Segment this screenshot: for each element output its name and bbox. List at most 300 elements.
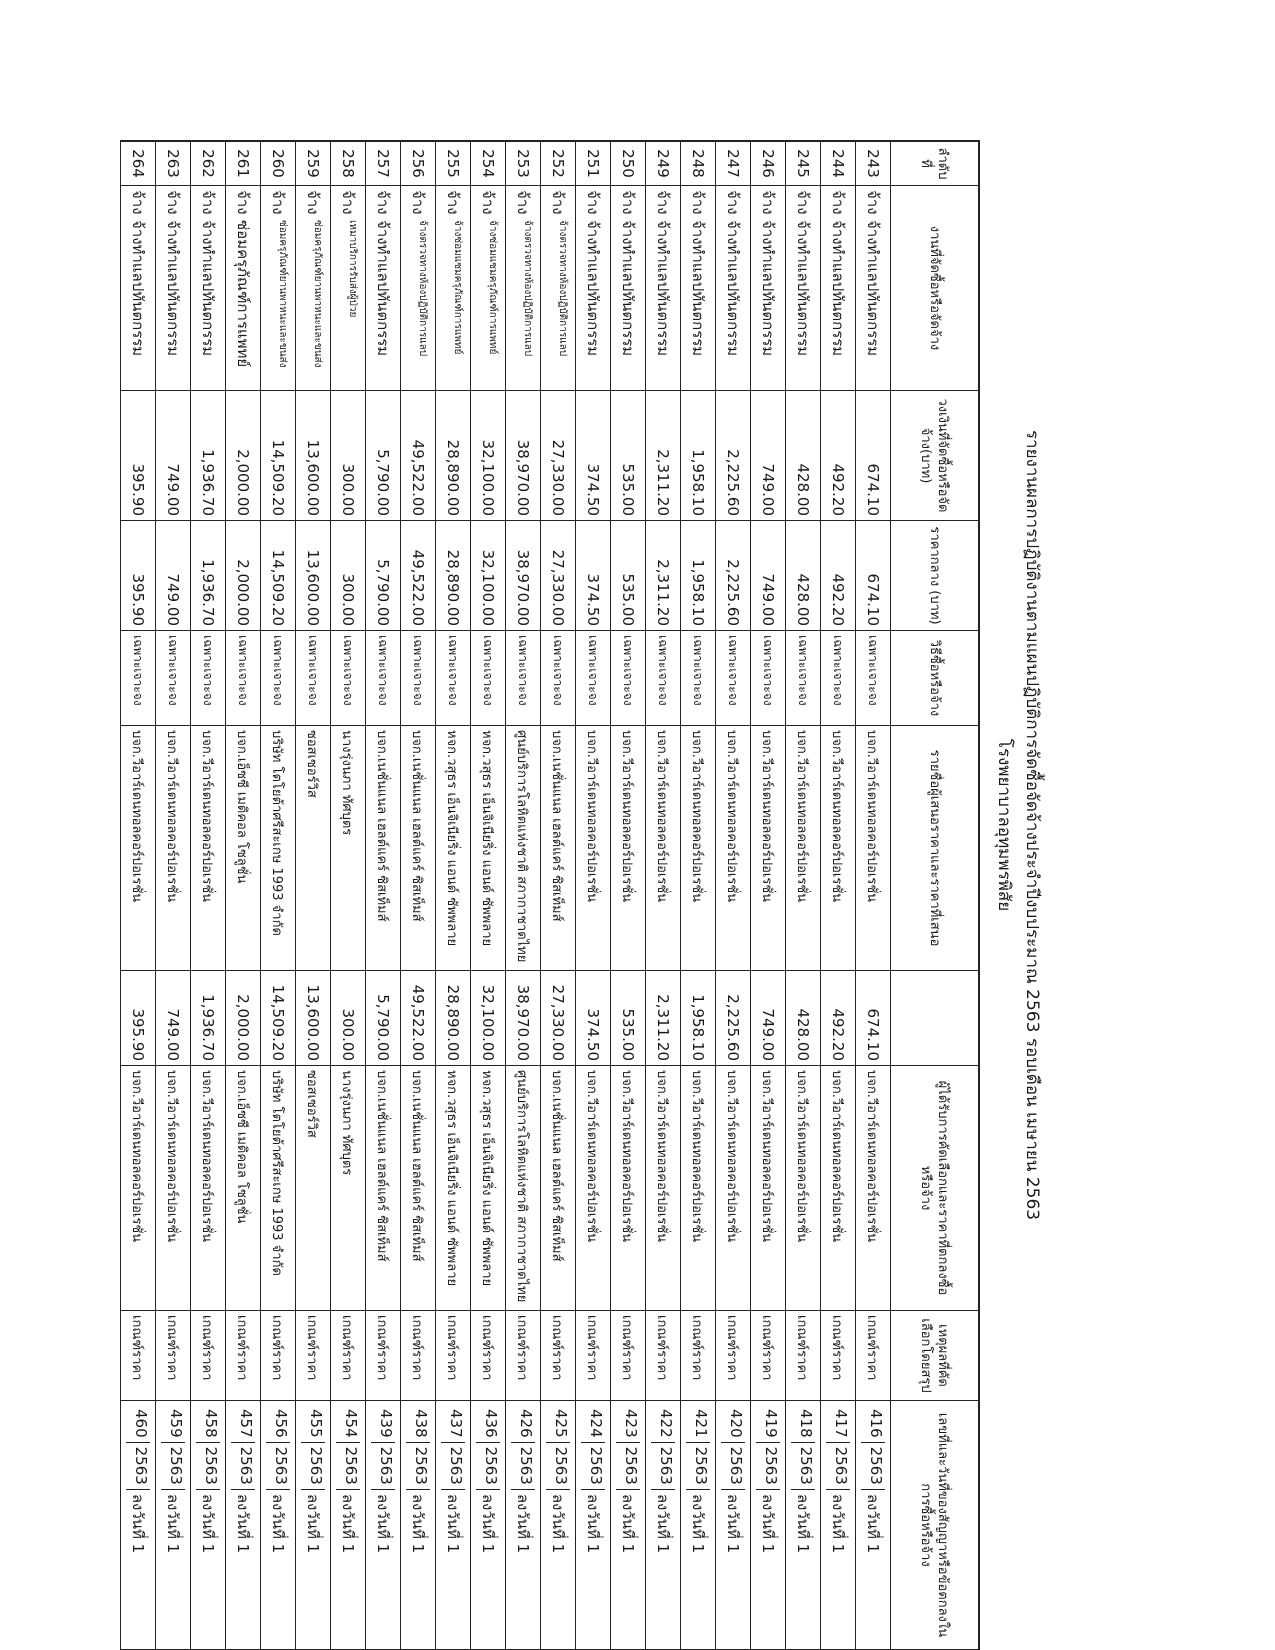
contract-date: ลงวันที่ 1: [164, 1493, 182, 1554]
table-header: [890, 140, 980, 1650]
cell-budget: 13,600.00: [296, 391, 330, 521]
cell-job-type: จ้าง: [864, 190, 882, 215]
cell-job-type: จ้าง: [549, 190, 567, 215]
cell-job-desc: จ้างทำแลปทันตกรรม: [759, 220, 777, 357]
cell-job-type: จ้าง: [514, 190, 532, 215]
cell-job-desc: จ้างซ่อมแซมครุภัณฑ์การแพทย์: [487, 220, 498, 355]
table-row: [330, 140, 365, 1650]
cell-winner: หจก.วสุธร เอ็นจิเนียริ่ง แอนด์ ซัพพลาย: [436, 1066, 470, 1311]
contract-date: ลงวันที่ 1: [584, 1493, 602, 1554]
cell-job: [366, 186, 400, 391]
cell-contract: [471, 1401, 505, 1650]
cell-median: 27,330.00: [541, 521, 575, 631]
cell-no: 247: [716, 140, 750, 186]
cell-job: [786, 186, 820, 391]
cell-job: [226, 186, 260, 391]
table-row: [540, 140, 575, 1650]
cell-bidder: บจก.เนชั่นแนล เฮลต์แคร์ ซิสเท็มส์: [366, 726, 400, 971]
cell-winner: บจก.วีอาร์เดนทอลคอร์ปอเรชั่น: [576, 1066, 610, 1311]
cell-no: 253: [506, 140, 540, 186]
cell-budget: 535.00: [611, 391, 645, 521]
cell-contract: [646, 1401, 680, 1650]
cell-winner: บริษัท โตโยต้าศรีสะเกษ 1993 จำกัด: [261, 1066, 295, 1311]
cell-median: 374.50: [576, 521, 610, 631]
cell-reason: เกณฑ์ราคา: [191, 1311, 225, 1401]
cell-bid-price: 428.00: [786, 971, 820, 1066]
cell-contract: [681, 1401, 715, 1650]
cell-reason: เกณฑ์ราคา: [576, 1311, 610, 1401]
contract-year: 2563: [441, 1443, 465, 1490]
cell-bidder: บจก.วีอาร์เดนทอลคอร์ปอเรชั่น: [751, 726, 785, 971]
cell-bidder: นางรุ่งนภา ทัศบุตร: [331, 726, 365, 971]
cell-bid-price: 14,509.20: [261, 971, 295, 1066]
cell-contract: [261, 1401, 295, 1650]
contract-number: 460: [126, 1405, 150, 1443]
table-row: [505, 140, 540, 1650]
cell-job: [331, 186, 365, 391]
cell-job-type: จ้าง: [689, 190, 707, 215]
contract-number: 459: [161, 1405, 185, 1443]
cell-winner: บจก.เนชั่นแนล เฮลต์แคร์ ซิสเท็มส์: [541, 1066, 575, 1311]
cell-job: [646, 186, 680, 391]
cell-job: [751, 186, 785, 391]
cell-bidder: หจก.วสุธร เอ็นจิเนียริ่ง แอนด์ ซัพพลาย: [436, 726, 470, 971]
cell-job: [821, 186, 855, 391]
table-row: [645, 140, 680, 1650]
contract-number: 438: [406, 1405, 430, 1443]
cell-bidder: บจก.วีอาร์เดนทอลคอร์ปอเรชั่น: [681, 726, 715, 971]
cell-reason: เกณฑ์ราคา: [821, 1311, 855, 1401]
contract-year: 2563: [686, 1443, 710, 1490]
contract-number: 418: [791, 1405, 815, 1443]
header-method: วิธีซื้อหรือจ้าง: [891, 631, 978, 726]
cell-bidder: หจก.วสุธร เอ็นจิเนียริ่ง แอนด์ ซัพพลาย: [471, 726, 505, 971]
contract-date: ลงวันที่ 1: [689, 1493, 707, 1554]
cell-bid-price: 492.20: [821, 971, 855, 1066]
cell-budget: 749.00: [156, 391, 190, 521]
cell-bidder: ศูนย์บริการโลหิตแห่งชาติ สภากาชาดไทย: [506, 726, 540, 971]
cell-job-type: จ้าง: [444, 190, 462, 215]
header-no: ลำดับที่: [891, 140, 978, 186]
cell-bidder: บจก.วีอาร์เดนทอลคอร์ปอเรชั่น: [121, 726, 155, 971]
table-row: [750, 140, 785, 1650]
cell-job-desc: จ้างทำแลปทันตกรรม: [584, 220, 602, 357]
cell-bidder: บจก.วีอาร์เดนทอลคอร์ปอเรชั่น: [786, 726, 820, 971]
cell-job-type: จ้าง: [269, 190, 287, 215]
contract-number: 421: [686, 1405, 710, 1443]
cell-median: 395.90: [121, 521, 155, 631]
cell-bidder: บจก.เนชั่นแนล เฮลต์แคร์ ซิสเท็มส์: [541, 726, 575, 971]
contract-date: ลงวันที่ 1: [199, 1493, 217, 1554]
cell-no: 255: [436, 140, 470, 186]
cell-winner: บจก.วีอาร์เดนทอลคอร์ปอเรชั่น: [716, 1066, 750, 1311]
cell-median: 749.00: [156, 521, 190, 631]
contract-number: 419: [756, 1405, 780, 1443]
cell-bidder: บจก.วีอาร์เดนทอลคอร์ปอเรชั่น: [191, 726, 225, 971]
cell-budget: 1,936.70: [191, 391, 225, 521]
contract-number: 416: [861, 1405, 885, 1443]
cell-job-type: จ้าง: [654, 190, 672, 215]
cell-no: 262: [191, 140, 225, 186]
contract-number: 457: [231, 1405, 255, 1443]
cell-bid-price: 2,225.60: [716, 971, 750, 1066]
cell-job-desc: จ้างทำแลปทันตกรรม: [164, 220, 182, 357]
contract-number: 439: [371, 1405, 395, 1443]
cell-winner: บจก.วีอาร์เดนทอลคอร์ปอเรชั่น: [821, 1066, 855, 1311]
cell-job-type: จ้าง: [724, 190, 742, 215]
cell-no: 263: [156, 140, 190, 186]
cell-bid-price: 38,970.00: [506, 971, 540, 1066]
header-budget: วงเงินที่จัดซื้อหรือจัดจ้าง(บาท): [891, 391, 978, 521]
cell-method: เฉพาะเจาะจง: [471, 631, 505, 726]
cell-no: 264: [121, 140, 155, 186]
cell-winner: บจก.เนชั่นแนล เฮลต์แคร์ ซิสเท็มส์: [401, 1066, 435, 1311]
cell-budget: 2,311.20: [646, 391, 680, 521]
cell-job-desc: จ้างทำแลปทันตกรรม: [619, 220, 637, 357]
cell-job: [296, 186, 330, 391]
cell-budget: 14,509.20: [261, 391, 295, 521]
contract-date: ลงวันที่ 1: [129, 1493, 147, 1554]
cell-budget: 395.90: [121, 391, 155, 521]
cell-budget: 749.00: [751, 391, 785, 521]
cell-contract: [611, 1401, 645, 1650]
contract-year: 2563: [301, 1443, 325, 1490]
cell-median: 13,600.00: [296, 521, 330, 631]
table-row: [155, 140, 190, 1650]
cell-bidder: บจก.วีอาร์เดนทอลคอร์ปอเรชั่น: [611, 726, 645, 971]
table-row: [435, 140, 470, 1650]
table-row: [470, 140, 505, 1650]
cell-budget: 374.50: [576, 391, 610, 521]
cell-job-desc: ซ่อมครุภัณฑ์ยานพาหนะและขนส่ง: [277, 220, 288, 368]
cell-bid-price: 300.00: [331, 971, 365, 1066]
cell-no: 248: [681, 140, 715, 186]
cell-contract: [821, 1401, 855, 1650]
cell-no: 243: [856, 140, 890, 186]
cell-budget: 674.10: [856, 391, 890, 521]
cell-reason: เกณฑ์ราคา: [541, 1311, 575, 1401]
cell-winner: บจก.วีอาร์เดนทอลคอร์ปอเรชั่น: [751, 1066, 785, 1311]
cell-job-type: จ้าง: [129, 190, 147, 215]
cell-winner: บจก.วีอาร์เดนทอลคอร์ปอเรชั่น: [611, 1066, 645, 1311]
cell-contract: [226, 1401, 260, 1650]
cell-bidder: บจก.วีอาร์เดนทอลคอร์ปอเรชั่น: [576, 726, 610, 971]
table-row: [225, 140, 260, 1650]
cell-job-desc: จ้างทำแลปทันตกรรม: [864, 220, 882, 357]
cell-contract: [191, 1401, 225, 1650]
cell-no: 246: [751, 140, 785, 186]
cell-reason: เกณฑ์ราคา: [296, 1311, 330, 1401]
cell-job: [611, 186, 645, 391]
cell-method: เฉพาะเจาะจง: [436, 631, 470, 726]
cell-contract: [786, 1401, 820, 1650]
cell-bid-price: 28,890.00: [436, 971, 470, 1066]
cell-job: [681, 186, 715, 391]
cell-median: 2,225.60: [716, 521, 750, 631]
cell-job-type: จ้าง: [794, 190, 812, 215]
table-row: [820, 140, 855, 1650]
contract-year: 2563: [581, 1443, 605, 1490]
cell-no: 259: [296, 140, 330, 186]
contract-date: ลงวันที่ 1: [444, 1493, 462, 1554]
contract-date: ลงวันที่ 1: [374, 1493, 392, 1554]
cell-median: 535.00: [611, 521, 645, 631]
contract-number: 458: [196, 1405, 220, 1443]
cell-bid-price: 374.50: [576, 971, 610, 1066]
cell-median: 674.10: [856, 521, 890, 631]
cell-no: 256: [401, 140, 435, 186]
cell-budget: 2,000.00: [226, 391, 260, 521]
cell-job: [716, 186, 750, 391]
cell-contract: [296, 1401, 330, 1650]
hospital-name: โรงพยาบาลอุทุมพรพิสัย: [994, 738, 1014, 912]
cell-job: [401, 186, 435, 391]
cell-winner: บจก.เอ็ซซี เมดิคอล โซลูชั่น: [226, 1066, 260, 1311]
cell-method: เฉพาะเจาะจง: [401, 631, 435, 726]
contract-date: ลงวันที่ 1: [234, 1493, 252, 1554]
contract-date: ลงวันที่ 1: [514, 1493, 532, 1554]
contract-date: ลงวันที่ 1: [304, 1493, 322, 1554]
cell-bid-price: 749.00: [156, 971, 190, 1066]
cell-bidder: บจก.วีอาร์เดนทอลคอร์ปอเรชั่น: [156, 726, 190, 971]
cell-budget: 2,225.60: [716, 391, 750, 521]
contract-number: 420: [721, 1405, 745, 1443]
cell-contract: [401, 1401, 435, 1650]
cell-method: เฉพาะเจาะจง: [821, 631, 855, 726]
cell-method: เฉพาะเจาะจง: [541, 631, 575, 726]
cell-reason: เกณฑ์ราคา: [506, 1311, 540, 1401]
contract-date: ลงวันที่ 1: [269, 1493, 287, 1554]
contract-year: 2563: [126, 1443, 150, 1490]
contract-number: 454: [336, 1405, 360, 1443]
cell-method: เฉพาะเจาะจง: [296, 631, 330, 726]
cell-budget: 5,790.00: [366, 391, 400, 521]
cell-bid-price: 27,330.00: [541, 971, 575, 1066]
cell-contract: [436, 1401, 470, 1650]
cell-bid-price: 13,600.00: [296, 971, 330, 1066]
cell-contract: [856, 1401, 890, 1650]
table-row: [120, 140, 155, 1650]
cell-contract: [576, 1401, 610, 1650]
contract-year: 2563: [511, 1443, 535, 1490]
cell-median: 49,522.00: [401, 521, 435, 631]
cell-job-type: จ้าง: [199, 190, 217, 215]
contract-date: ลงวันที่ 1: [409, 1493, 427, 1554]
cell-winner: บจก.วีอาร์เดนทอลคอร์ปอเรชั่น: [156, 1066, 190, 1311]
cell-bidder: บจก.เอ็ซซี เมดิคอล โซลูชั่น: [226, 726, 260, 971]
cell-median: 32,100.00: [471, 521, 505, 631]
cell-budget: 27,330.00: [541, 391, 575, 521]
contract-number: 423: [616, 1405, 640, 1443]
cell-method: เฉพาะเจาะจง: [121, 631, 155, 726]
contract-date: ลงวันที่ 1: [759, 1493, 777, 1554]
cell-method: เฉพาะเจาะจง: [646, 631, 680, 726]
cell-no: 244: [821, 140, 855, 186]
cell-budget: 300.00: [331, 391, 365, 521]
cell-job-type: จ้าง: [759, 190, 777, 215]
table-row: [400, 140, 435, 1650]
contract-year: 2563: [476, 1443, 500, 1490]
cell-median: 14,509.20: [261, 521, 295, 631]
cell-reason: เกณฑ์ราคา: [261, 1311, 295, 1401]
cell-reason: เกณฑ์ราคา: [226, 1311, 260, 1401]
cell-method: เฉพาะเจาะจง: [576, 631, 610, 726]
contract-date: ลงวันที่ 1: [619, 1493, 637, 1554]
cell-job: [541, 186, 575, 391]
cell-no: 258: [331, 140, 365, 186]
contract-date: ลงวันที่ 1: [654, 1493, 672, 1554]
cell-reason: เกณฑ์ราคา: [331, 1311, 365, 1401]
cell-bid-price: 2,000.00: [226, 971, 260, 1066]
cell-median: 1,936.70: [191, 521, 225, 631]
cell-job-type: จ้าง: [374, 190, 392, 215]
contract-year: 2563: [791, 1443, 815, 1490]
contract-year: 2563: [161, 1443, 185, 1490]
cell-no: 261: [226, 140, 260, 186]
cell-median: 2,311.20: [646, 521, 680, 631]
cell-median: 1,958.10: [681, 521, 715, 631]
cell-bidder: บจก.วีอาร์เดนทอลคอร์ปอเรชั่น: [856, 726, 890, 971]
contract-year: 2563: [196, 1443, 220, 1490]
cell-reason: เกณฑ์ราคา: [471, 1311, 505, 1401]
cell-job-type: จ้าง: [304, 190, 322, 215]
contract-date: ลงวันที่ 1: [864, 1493, 882, 1554]
cell-method: เฉพาะเจาะจง: [191, 631, 225, 726]
cell-method: เฉพาะเจาะจง: [611, 631, 645, 726]
cell-budget: 32,100.00: [471, 391, 505, 521]
cell-bid-price: 32,100.00: [471, 971, 505, 1066]
cell-reason: เกณฑ์ราคา: [751, 1311, 785, 1401]
header-bidders: รายชื่อผู้เสนอราคาและราคาที่เสนอ: [891, 726, 978, 971]
cell-bidder: บจก.เนชั่นแนล เฮลต์แคร์ ซิสเท็มส์: [401, 726, 435, 971]
cell-job-desc: ซ่อมครุภัณฑ์การแพทย์: [234, 220, 252, 368]
cell-job: [191, 186, 225, 391]
contract-year: 2563: [371, 1443, 395, 1490]
cell-job: [471, 186, 505, 391]
cell-method: เฉพาะเจาะจง: [716, 631, 750, 726]
cell-median: 300.00: [331, 521, 365, 631]
contract-date: ลงวันที่ 1: [339, 1493, 357, 1554]
table-row: [785, 140, 820, 1650]
contract-year: 2563: [721, 1443, 745, 1490]
cell-job-desc: จ้างทำแลปทันตกรรม: [129, 220, 147, 357]
cell-bidder: บจก.วีอาร์เดนทอลคอร์ปอเรชั่น: [646, 726, 680, 971]
cell-bidder: บจก.วีอาร์เดนทอลคอร์ปอเรชั่น: [821, 726, 855, 971]
cell-winner: บจก.วีอาร์เดนทอลคอร์ปอเรชั่น: [856, 1066, 890, 1311]
cell-job-type: จ้าง: [339, 190, 357, 215]
cell-contract: [366, 1401, 400, 1650]
cell-bidder: บริษัท โตโยต้าศรีสะเกษ 1993 จำกัด: [261, 726, 295, 971]
contract-year: 2563: [546, 1443, 570, 1490]
cell-no: 257: [366, 140, 400, 186]
cell-no: 245: [786, 140, 820, 186]
cell-reason: เกณฑ์ราคา: [366, 1311, 400, 1401]
cell-contract: [541, 1401, 575, 1650]
cell-job-type: จ้าง: [584, 190, 602, 215]
contract-date: ลงวันที่ 1: [549, 1493, 567, 1554]
contract-number: 436: [476, 1405, 500, 1443]
contract-year: 2563: [616, 1443, 640, 1490]
cell-method: เฉพาะเจาะจง: [681, 631, 715, 726]
cell-method: เฉพาะเจาะจง: [856, 631, 890, 726]
cell-winner: บจก.เนชั่นแนล เฮลต์แคร์ ซิสเท็มส์: [366, 1066, 400, 1311]
cell-winner: ศูนย์บริการโลหิตแห่งชาติ สภากาชาดไทย: [506, 1066, 540, 1311]
cell-job: [576, 186, 610, 391]
table-row: [610, 140, 645, 1650]
contract-year: 2563: [231, 1443, 255, 1490]
cell-job-desc: จ้างตรวจทางห้องปฏิบัติการแลป: [522, 220, 533, 357]
contract-year: 2563: [756, 1443, 780, 1490]
cell-no: 260: [261, 140, 295, 186]
cell-bid-price: 2,311.20: [646, 971, 680, 1066]
cell-method: เฉพาะเจาะจง: [331, 631, 365, 726]
cell-job-desc: จ้างทำแลปทันตกรรม: [689, 220, 707, 357]
cell-reason: เกณฑ์ราคา: [156, 1311, 190, 1401]
contract-number: 422: [651, 1405, 675, 1443]
contract-year: 2563: [406, 1443, 430, 1490]
report-title: รายงานผลการปฏิบัติงานตามแผนปฏิบัติการจัดซื้อจัดจ้างประจำปีงบประมาณ 2563 รอบเดือน เมษายน 2563: [1022, 429, 1042, 1221]
cell-reason: เกณฑ์ราคา: [856, 1311, 890, 1401]
cell-method: เฉพาะเจาะจง: [751, 631, 785, 726]
contract-number: 437: [441, 1405, 465, 1443]
cell-budget: 1,958.10: [681, 391, 715, 521]
cell-job: [856, 186, 890, 391]
cell-job-type: จ้าง: [479, 190, 497, 215]
cell-winner: บจก.วีอาร์เดนทอลคอร์ปอเรชั่น: [786, 1066, 820, 1311]
cell-method: เฉพาะเจาะจง: [506, 631, 540, 726]
cell-bid-price: 1,958.10: [681, 971, 715, 1066]
cell-job-desc: จ้างทำแลปทันตกรรม: [654, 220, 672, 357]
cell-winner: บจก.วีอาร์เดนทอลคอร์ปอเรชั่น: [646, 1066, 680, 1311]
table-row: [295, 140, 330, 1650]
contract-year: 2563: [266, 1443, 290, 1490]
cell-budget: 492.20: [821, 391, 855, 521]
contract-date: ลงวันที่ 1: [829, 1493, 847, 1554]
cell-bid-price: 395.90: [121, 971, 155, 1066]
cell-bidder: บจก.วีอาร์เดนทอลคอร์ปอเรชั่น: [716, 726, 750, 971]
cell-reason: เกณฑ์ราคา: [121, 1311, 155, 1401]
cell-job-desc: จ้างทำแลปทันตกรรม: [724, 220, 742, 357]
cell-reason: เกณฑ์ราคา: [611, 1311, 645, 1401]
cell-job-desc: ซ่อมครุภัณฑ์ยานพาหนะและขนส่ง: [312, 220, 323, 368]
cell-winner: บจก.วีอาร์เดนทอลคอร์ปอเรชั่น: [121, 1066, 155, 1311]
header-reason: เหตุผลที่คัดเลือกโดยสรุป: [891, 1311, 978, 1401]
table-row: [260, 140, 295, 1650]
cell-bidder: ซอสเซอร์วิส: [296, 726, 330, 971]
contract-number: 426: [511, 1405, 535, 1443]
cell-job-desc: เหมาบริการรับส่งผู้ป่วย: [347, 220, 358, 318]
cell-budget: 49,522.00: [401, 391, 435, 521]
cell-job-desc: จ้างตรวจทางห้องปฏิบัติการแลป: [557, 220, 568, 357]
header-bid-price: [891, 971, 978, 1066]
cell-job-desc: จ้างทำแลปทันตกรรม: [829, 220, 847, 357]
cell-method: เฉพาะเจาะจง: [226, 631, 260, 726]
cell-winner: หจก.วสุธร เอ็นจิเนียริ่ง แอนด์ ซัพพลาย: [471, 1066, 505, 1311]
cell-reason: เกณฑ์ราคา: [436, 1311, 470, 1401]
cell-job-type: จ้าง: [409, 190, 427, 215]
cell-job-type: จ้าง: [164, 190, 182, 215]
cell-method: เฉพาะเจาะจง: [156, 631, 190, 726]
table-row: [680, 140, 715, 1650]
cell-method: เฉพาะเจาะจง: [261, 631, 295, 726]
cell-winner: นางรุ่งนภา ทัศบุตร: [331, 1066, 365, 1311]
contract-number: 456: [266, 1405, 290, 1443]
header-job: งานที่จัดซื้อหรือจัดจ้าง: [891, 186, 978, 391]
cell-reason: เกณฑ์ราคา: [401, 1311, 435, 1401]
cell-contract: [331, 1401, 365, 1650]
table-row: [715, 140, 750, 1650]
cell-budget: 428.00: [786, 391, 820, 521]
